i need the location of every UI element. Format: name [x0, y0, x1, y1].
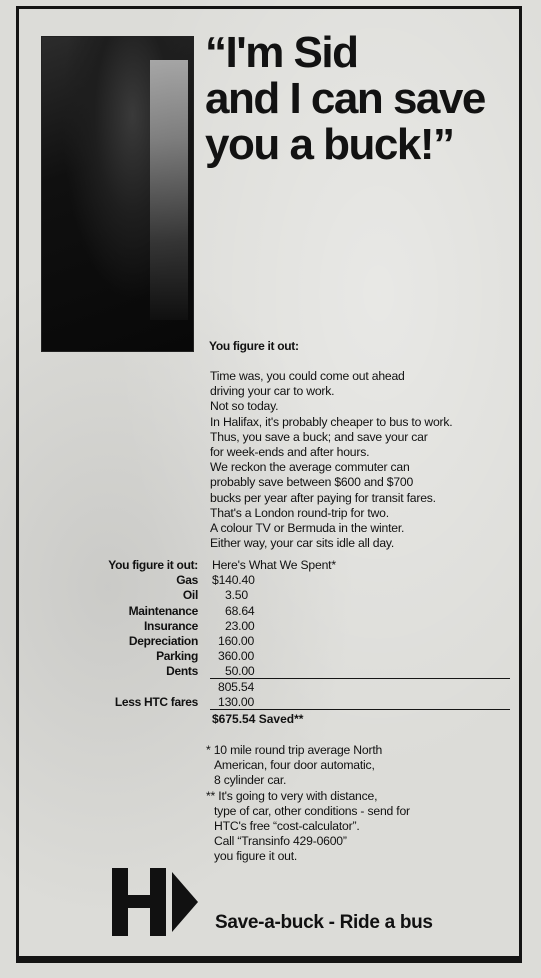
fare-label: Less HTC fares	[114, 694, 198, 709]
body-line: Thus, you save a buck; and save your car	[210, 429, 428, 444]
body-line: probably save between $600 and $700	[210, 475, 414, 490]
expense-values	[212, 558, 336, 710]
body-copy	[210, 369, 515, 551]
expense-label: Parking	[156, 649, 198, 664]
footnote-line: type of car, other conditions - send for	[214, 803, 410, 818]
body-line: Either way, your car sits idle all day.	[210, 536, 395, 551]
headline-line: “I'm Sid	[205, 28, 358, 77]
body-line: driving your car to work.	[210, 384, 335, 399]
headline-line: and I can save	[205, 74, 485, 123]
body-line: That's a London round-trip for two.	[210, 505, 389, 520]
footnote-line: American, four door automatic,	[214, 758, 375, 773]
expense-right-title: Here's What We Spent*	[212, 558, 336, 572]
total-rule	[210, 709, 510, 710]
body-line: In Halifax, it's probably cheaper to bus to work.	[210, 414, 453, 429]
footnote-line: you figure it out.	[214, 849, 298, 864]
expense-label: Maintenance	[128, 603, 198, 618]
body-line: We reckon the average commuter can	[210, 460, 410, 475]
body-line: for week-ends and after hours.	[210, 445, 370, 460]
footnote-line: * 10 mile round trip average North	[206, 743, 383, 757]
expense-value: 23.00	[225, 618, 255, 633]
expense-label: Oil	[182, 588, 198, 603]
body-line: Time was, you could come out ahead	[210, 369, 405, 383]
expense-label: Depreciation	[128, 634, 198, 649]
body-line: bucks per year after paying for transit fares.	[210, 490, 436, 505]
photo-window-light	[150, 60, 188, 320]
subtotal-value: 805.54	[218, 679, 255, 694]
expense-value: 160.00	[218, 634, 255, 649]
body-line: Not so today.	[210, 399, 279, 414]
fare-value: 130.00	[218, 694, 255, 709]
footnotes	[206, 743, 506, 865]
expense-labels	[60, 558, 198, 710]
headline	[205, 30, 515, 168]
expense-label: Dents	[166, 664, 198, 679]
footnote-line: HTC's free “cost-calculator”.	[214, 819, 360, 834]
saved-total: $675.54 Saved**	[212, 712, 304, 726]
footnote-line: ** It's going to very with distance,	[206, 788, 378, 803]
expense-value: 68.64	[225, 603, 255, 618]
expense-value: $140.40	[212, 573, 255, 588]
subtotal-rule	[210, 678, 510, 679]
expense-label: Gas	[176, 573, 198, 588]
expense-value: 360.00	[218, 649, 255, 664]
footnote-line: 8 cylinder car.	[214, 773, 287, 788]
slogan: Save-a-buck - Ride a bus	[215, 912, 433, 933]
expense-value: 3.50	[225, 588, 248, 603]
expense-value: 50.00	[225, 664, 255, 679]
footnote-line: Call “Transinfo 429-0600”	[214, 834, 347, 849]
subhead: You figure it out:	[209, 339, 299, 353]
headline-line: you a buck!”	[205, 120, 454, 169]
expense-label: Insurance	[144, 618, 198, 633]
body-line: A colour TV or Bermuda in the winter.	[210, 521, 405, 536]
expense-left-title: You figure it out:	[108, 558, 198, 572]
htc-h-arrow-logo	[110, 866, 200, 938]
